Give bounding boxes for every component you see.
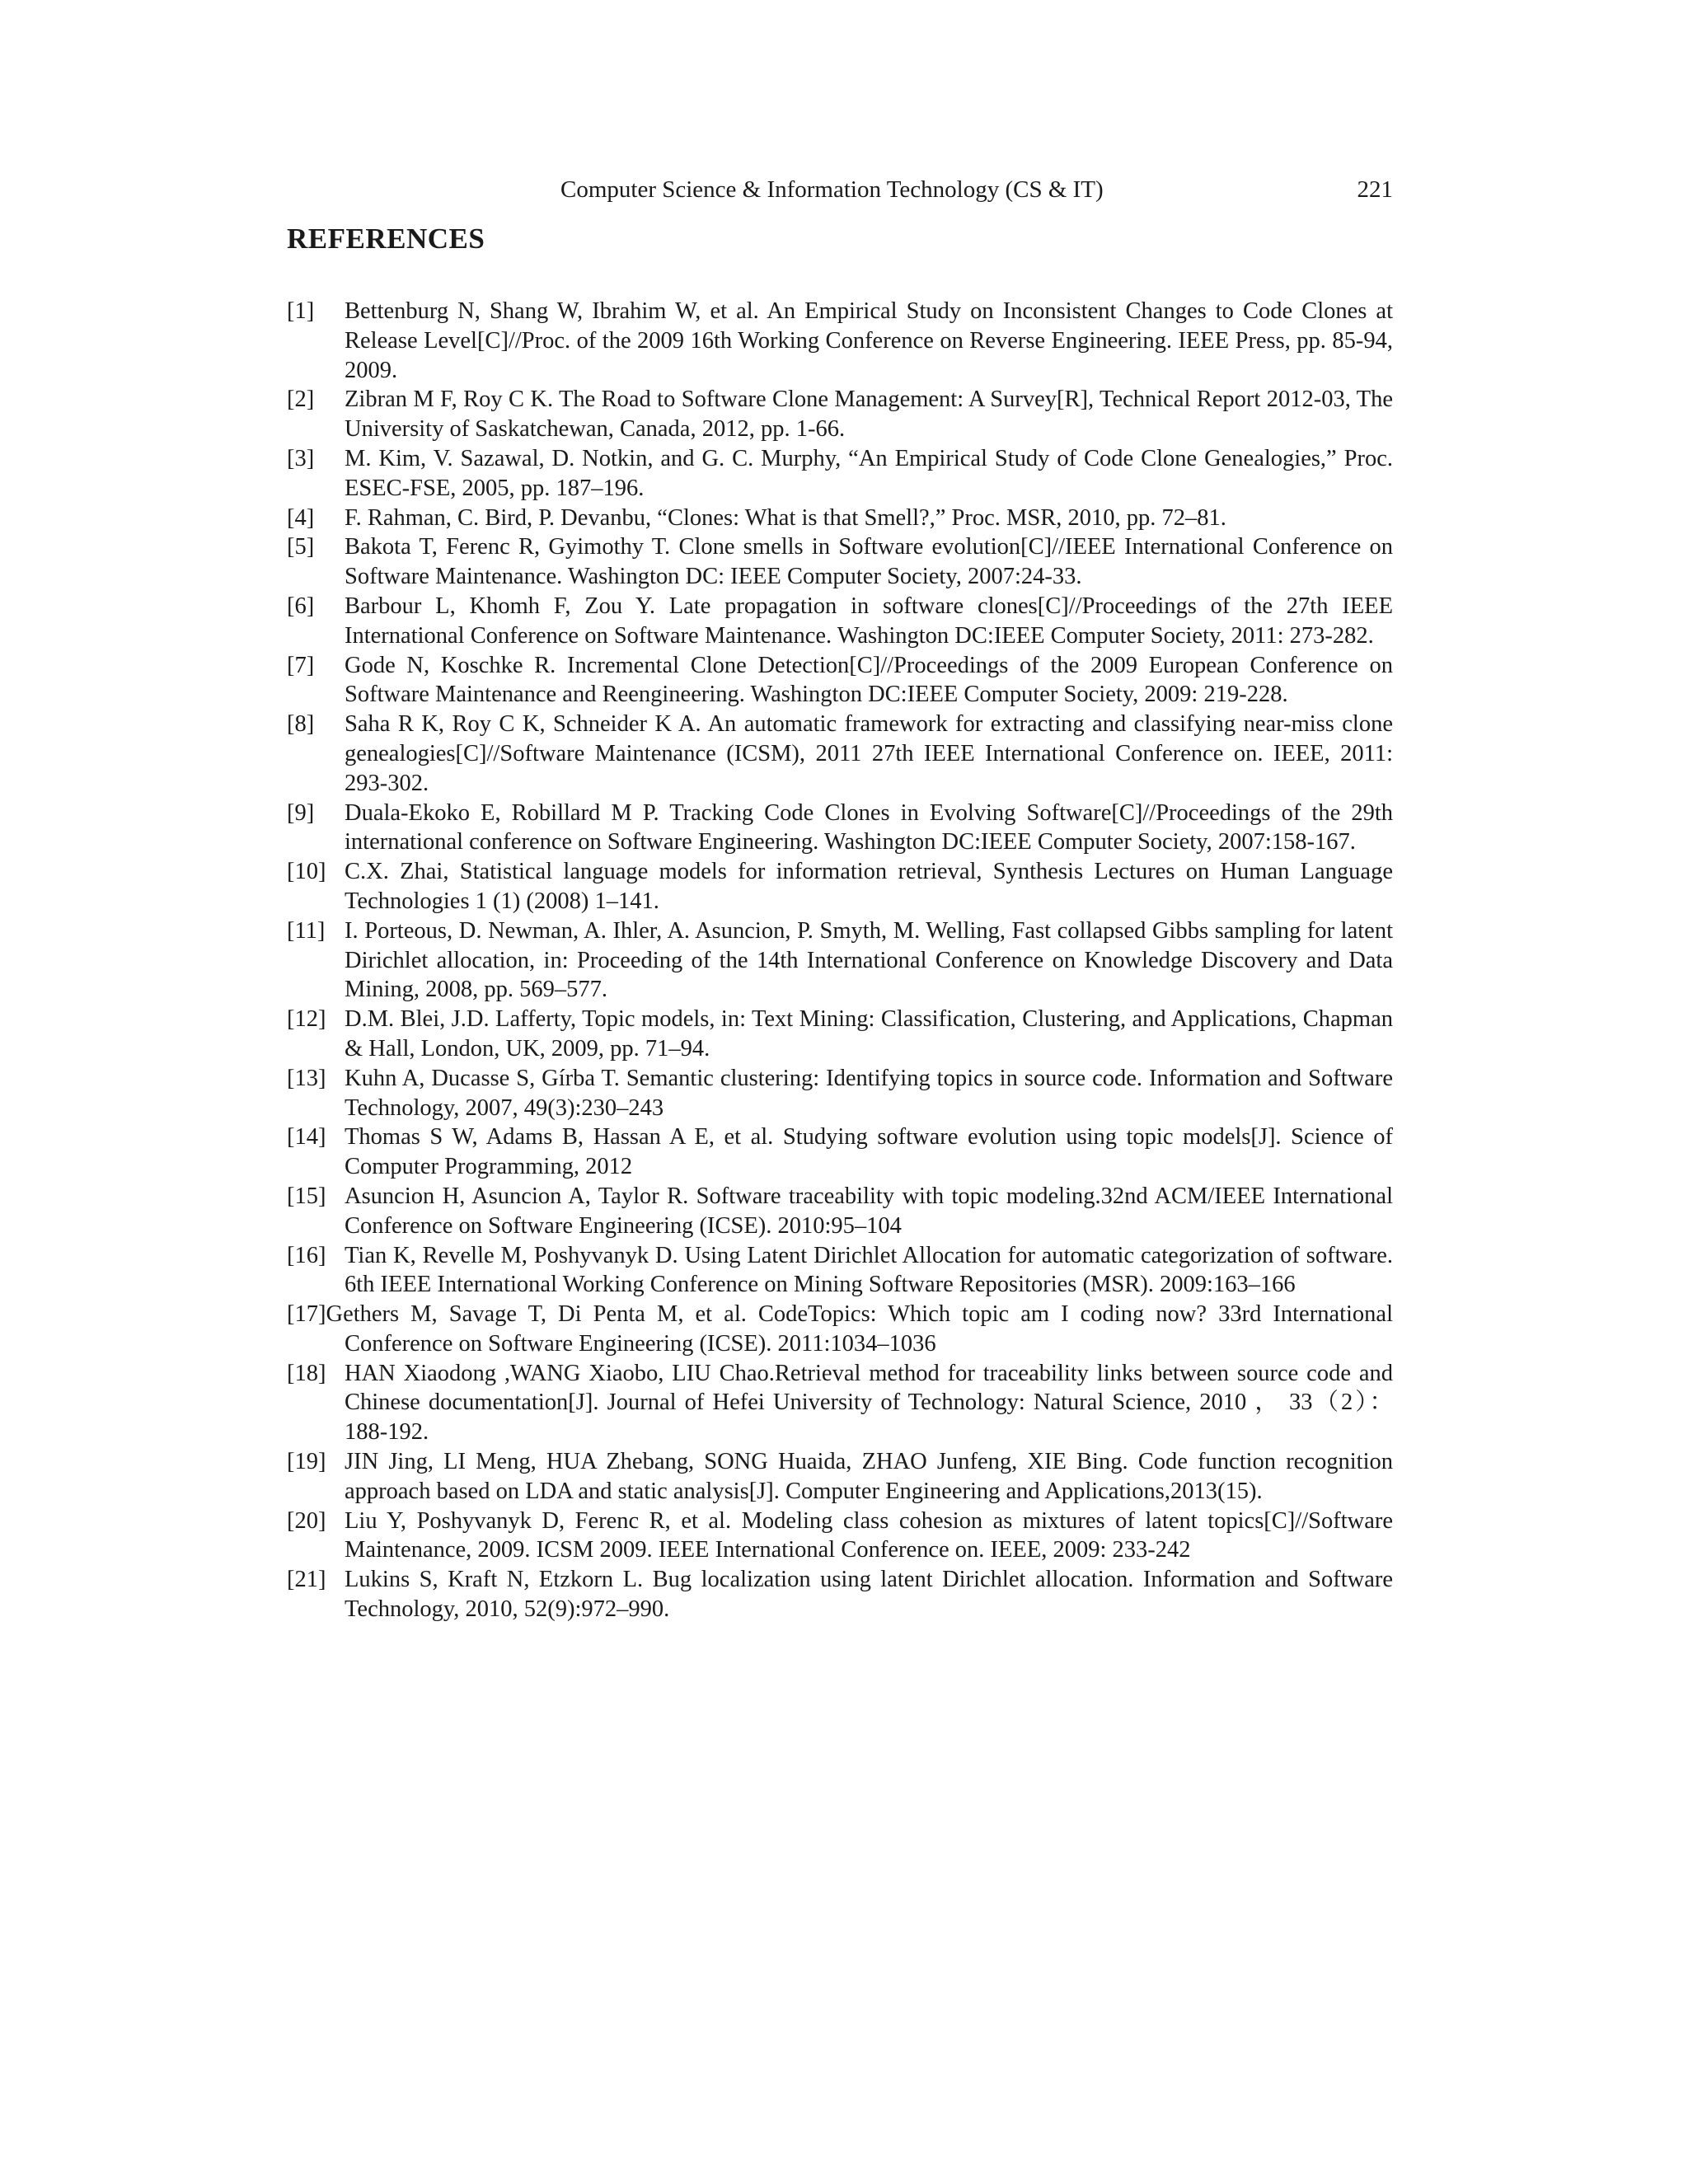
reference-list	[287, 297, 1393, 1624]
reference-item	[287, 1300, 1393, 1359]
reference-number: [14]	[287, 1124, 326, 1151]
journal-title: Computer Science & Information Technology (CS & IT)	[560, 176, 1104, 203]
reference-text: D.M. Blei, J.D. Lafferty, Topic models, in: Text Mining: Classification, Clustering, and Applications, Chapman & Hall, London, UK, 2009, pp. 71–94.	[345, 1006, 1393, 1062]
reference-item	[287, 444, 1393, 504]
reference-number: [11]	[287, 917, 326, 944]
reference-text: JIN Jing, LI Meng, HUA Zhebang, SONG Huaida, ZHAO Junfeng, XIE Bing. Code function recognition approach based on LDA and static analysis[J]. Computer Engineering and Applications,2013(15).	[345, 1449, 1393, 1504]
reference-number: [6]	[287, 593, 315, 619]
reference-text: F. Rahman, C. Bird, P. Devanbu, “Clones: What is that Smell?,” Proc. MSR, 2010, pp. 72–81.	[345, 504, 1226, 531]
reference-number: [7]	[287, 652, 315, 678]
reference-number: [17]	[287, 1301, 326, 1328]
reference-item	[287, 532, 1393, 592]
reference-number: [13]	[287, 1065, 326, 1091]
reference-text: C.X. Zhai, Statistical language models for information retrieval, Synthesis Lectures on Human Language Technologies 1 (1) (2008) 1–141.	[345, 859, 1393, 914]
reference-number: [19]	[287, 1449, 326, 1475]
reference-number: [16]	[287, 1242, 326, 1268]
reference-number: [1]	[287, 298, 315, 324]
reference-number: [20]	[287, 1507, 326, 1534]
reference-number: [3]	[287, 445, 315, 471]
reference-item	[287, 1005, 1393, 1064]
reference-item	[287, 1447, 1393, 1507]
reference-text: I. Porteous, D. Newman, A. Ihler, A. Asuncion, P. Smyth, M. Welling, Fast collapsed Gibbs sampling for latent Dirichlet allocation, in: Proceeding of the 14th International Conference on Knowledge Discovery and Data Mining, 2008, pp. 569–577.	[345, 917, 1393, 1003]
reference-text: Tian K, Revelle M, Poshyvanyk D. Using Latent Dirichlet Allocation for automatic categorization of software. 6th IEEE International Working Conference on Mining Software Repositories (MSR). 2009:163–166	[345, 1242, 1393, 1298]
reference-item	[287, 592, 1393, 651]
reference-number: [15]	[287, 1183, 326, 1209]
reference-item	[287, 504, 1393, 533]
reference-number: [5]	[287, 534, 315, 560]
reference-item	[287, 1064, 1393, 1123]
reference-text: Bakota T, Ferenc R, Gyimothy T. Clone smells in Software evolution[C]//IEEE International Conference on Software Maintenance. Washington DC: IEEE Computer Society, 2007:24-33.	[345, 534, 1393, 590]
reference-text: HAN Xiaodong ,WANG Xiaobo, LIU Chao.Retrieval method for traceability links between source code and Chinese documentation[J]. Journal of Hefei University of Technology: Natural Science, 2010 ， 33（2）：188-192.	[345, 1360, 1393, 1446]
reference-item	[287, 1241, 1393, 1301]
section-heading: REFERENCES	[287, 223, 485, 255]
reference-number: [4]	[287, 504, 315, 531]
reference-item	[287, 1565, 1393, 1624]
reference-number: [10]	[287, 859, 326, 885]
reference-item	[287, 385, 1393, 444]
reference-text: Lukins S, Kraft N, Etzkorn L. Bug localization using latent Dirichlet allocation. Information and Software Technology, 2010, 52(9):972–990.	[345, 1567, 1393, 1623]
reference-text: Bettenburg N, Shang W, Ibrahim W, et al. An Empirical Study on Inconsistent Changes to Code Clones at Release Level[C]//Proc. of the 2009 16th Working Conference on Reverse Engineering. IEEE Press, pp. 85-94, 2009.	[345, 298, 1393, 383]
reference-number: [18]	[287, 1360, 326, 1386]
reference-text: M. Kim, V. Sazawal, D. Notkin, and G. C. Murphy, “An Empirical Study of Code Clone Genealogies,” Proc. ESEC-FSE, 2005, pp. 187–196.	[345, 445, 1393, 501]
reference-text: Duala-Ekoko E, Robillard M P. Tracking Code Clones in Evolving Software[C]//Proceedings of the 29th international conference on Software Engineering. Washington DC:IEEE Computer Society, 2007:158-167.	[345, 799, 1393, 855]
reference-number: [12]	[287, 1006, 326, 1033]
reference-item	[287, 1507, 1393, 1566]
reference-text: Barbour L, Khomh F, Zou Y. Late propagation in software clones[C]//Proceedings of the 27th IEEE International Conference on Software Maintenance. Washington DC:IEEE Computer Society, 2011: 273-282.	[345, 593, 1393, 649]
reference-text: Gethers M, Savage T, Di Penta M, et al. CodeTopics: Which topic am I coding now? 33rd International Conference on Software Engineering (ICSE). 2011:1034–1036	[326, 1301, 1393, 1357]
reference-number: [21]	[287, 1567, 326, 1593]
reference-text: Asuncion H, Asuncion A, Taylor R. Software traceability with topic modeling.32nd ACM/IEEE International Conference on Software Engineering (ICSE). 2010:95–104	[345, 1183, 1393, 1239]
reference-number: [2]	[287, 387, 315, 413]
reference-item	[287, 1122, 1393, 1182]
reference-item	[287, 297, 1393, 385]
reference-item	[287, 710, 1393, 798]
page-header	[287, 171, 1393, 208]
reference-text: Gode N, Koschke R. Incremental Clone Detection[C]//Proceedings of the 2009 European Conference on Software Maintenance and Reengineering. Washington DC:IEEE Computer Society, 2009: 219-228.	[345, 652, 1393, 708]
reference-item	[287, 651, 1393, 710]
reference-text: Liu Y, Poshyvanyk D, Ferenc R, et al. Modeling class cohesion as mixtures of latent topics[C]//Software Maintenance, 2009. ICSM 2009. IEEE International Conference on. IEEE, 2009: 233-242	[345, 1507, 1393, 1563]
reference-number: [9]	[287, 799, 315, 826]
reference-item	[287, 1182, 1393, 1241]
reference-text: Thomas S W, Adams B, Hassan A E, et al. Studying software evolution using topic models[J]. Science of Computer Programming, 2012	[345, 1124, 1393, 1180]
reference-number: [8]	[287, 711, 315, 738]
reference-text: Saha R K, Roy C K, Schneider K A. An automatic framework for extracting and classifying near-miss clone genealogies[C]//Software Maintenance (ICSM), 2011 27th IEEE International Conference on. IEEE, 2011: 293-302.	[345, 711, 1393, 796]
page-number: 221	[1357, 176, 1393, 203]
reference-text: Kuhn A, Ducasse S, Gírba T. Semantic clustering: Identifying topics in source code. Information and Software Technology, 2007, 49(3):230–243	[345, 1065, 1393, 1121]
reference-item	[287, 1359, 1393, 1447]
reference-item	[287, 916, 1393, 1005]
reference-item	[287, 857, 1393, 916]
reference-text: Zibran M F, Roy C K. The Road to Software Clone Management: A Survey[R], Technical Report 2012-03, The University of Saskatchewan, Canada, 2012, pp. 1-66.	[345, 387, 1393, 443]
reference-item	[287, 799, 1393, 858]
